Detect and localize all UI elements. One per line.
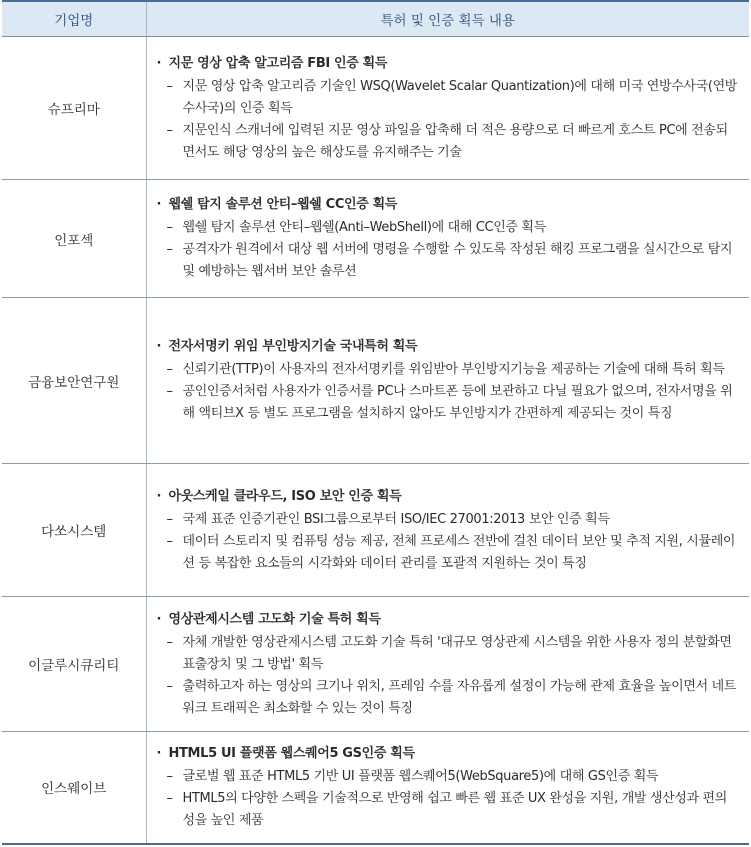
headline: · HTML5 UI 플랫폼 웹스퀘어5 GS인증 획득 <box>157 743 738 765</box>
list-item: – 자체 개발한 영상관제시스템 고도화 기술 특허 '대규모 영상관제 시스템을 위한 사용자 정의 분할화면 표출장치 및 그 방법' 획득 <box>166 634 732 672</box>
headline: · 아웃스케일 클라우드, ISO 보안 인증 획득 <box>157 486 738 508</box>
headline: · 웹쉘 탐지 솔루션 안티–웹쉘 CC인증 획득 <box>157 194 738 216</box>
headline: · 영상관제시스템 고도화 기술 특허 획득 <box>157 609 738 631</box>
list-item: – HTML5의 다양한 스펙을 기술적으로 반영해 쉽고 빠른 웹 표준 UX 완성을 지원, 개발 생산성과 편의성을 높인 제품 <box>166 790 727 828</box>
list-item: – 웹쉘 탐지 솔루션 안티–웹쉘(Anti–WebShell)에 대해 CC인증 획득 <box>166 220 546 235</box>
company-name: 이글루시큐리티 <box>2 597 146 732</box>
list-item: – 공격자가 원격에서 대상 웹 서버에 명령을 수행할 수 있도록 작성된 해킹 프로그램을 실시간으로 탐지 및 예방하는 웹서버 보안 솔루션 <box>166 242 733 279</box>
content-cell <box>146 732 749 844</box>
company-name: 인포섹 <box>2 180 146 298</box>
table-header-row <box>2 1 749 37</box>
content-cell <box>146 180 749 298</box>
headline: · 지문 영상 압축 알고리즘 FBI 인증 획득 <box>157 53 738 75</box>
list-item: – 지문인식 스캐너에 입력된 지문 영상 파일을 압축해 더 적은 용량으로 더 빠르게 호스트 PC에 전송되면서도 해당 영상의 높은 해상도를 유지해주는 기술 <box>166 122 728 160</box>
list-item: – 공인인증서처럼 사용자가 인증서를 PC나 스마트폰 등에 보관하고 다닐 필요가 없으며, 전자서명을 위해 액티브X 등 별도 프로그램을 설치하지 않아도 부인방지가 간편하게 제공되는 것이 특징 <box>166 384 733 421</box>
list-item: – 데이터 스토리지 및 컴퓨팅 성능 제공, 전체 프로세스 전반에 걸친 데이터 보안 및 추적 지원, 시뮬레이션 등 복잡한 요소들의 시각화와 데이터 관리를 포괄적 지원하는 것이 특징 <box>166 533 736 571</box>
list-item: – 글로벌 웹 표준 HTML5 기반 UI 플랫폼 웹스퀘어5(WebSquare5)에 대해 GS인증 획득 <box>166 768 659 784</box>
headline: · 전자서명키 위임 부인방지기술 국내특허 획득 <box>157 336 738 358</box>
table-row <box>2 298 749 464</box>
company-name: 슈프리마 <box>2 37 146 180</box>
header-content: 특허 및 인증 획득 내용 <box>146 1 749 37</box>
list-item: – 국제 표준 인증기관인 BSI그룹으로부터 ISO/IEC 27001:2013 보안 인증 획득 <box>166 511 610 527</box>
table-row <box>2 732 749 844</box>
table-row <box>2 37 749 180</box>
content-cell <box>146 597 749 732</box>
company-name: 금융보안연구원 <box>2 298 146 464</box>
list-item: – 출력하고자 하는 영상의 크기나 위치, 프레임 수를 자유롭게 설정이 가능해 관제 효율을 높이면서 네트워크 트래픽은 최소화할 수 있는 것이 특징 <box>166 678 736 716</box>
table-row <box>2 180 749 298</box>
company-name: 인스웨이브 <box>2 732 146 844</box>
list-item: – 지문 영상 압축 알고리즘 기술인 WSQ(Wavelet Scalar Quantization)에 대해 미국 연방수사국(연방수사국)의 인증 획득 <box>166 78 737 116</box>
list-item: – 신뢰기관(TTP)이 사용자의 전자서명키를 위임받아 부인방지기능을 제공하는 기술에 대해 특허 획득 <box>166 362 725 377</box>
header-company: 기업명 <box>2 1 146 37</box>
content-cell <box>146 37 749 180</box>
company-name: 다쏘시스템 <box>2 464 146 597</box>
table-row <box>2 597 749 732</box>
patent-certification-table <box>2 0 749 845</box>
content-cell <box>146 298 749 464</box>
content-cell <box>146 464 749 597</box>
table-row <box>2 464 749 597</box>
